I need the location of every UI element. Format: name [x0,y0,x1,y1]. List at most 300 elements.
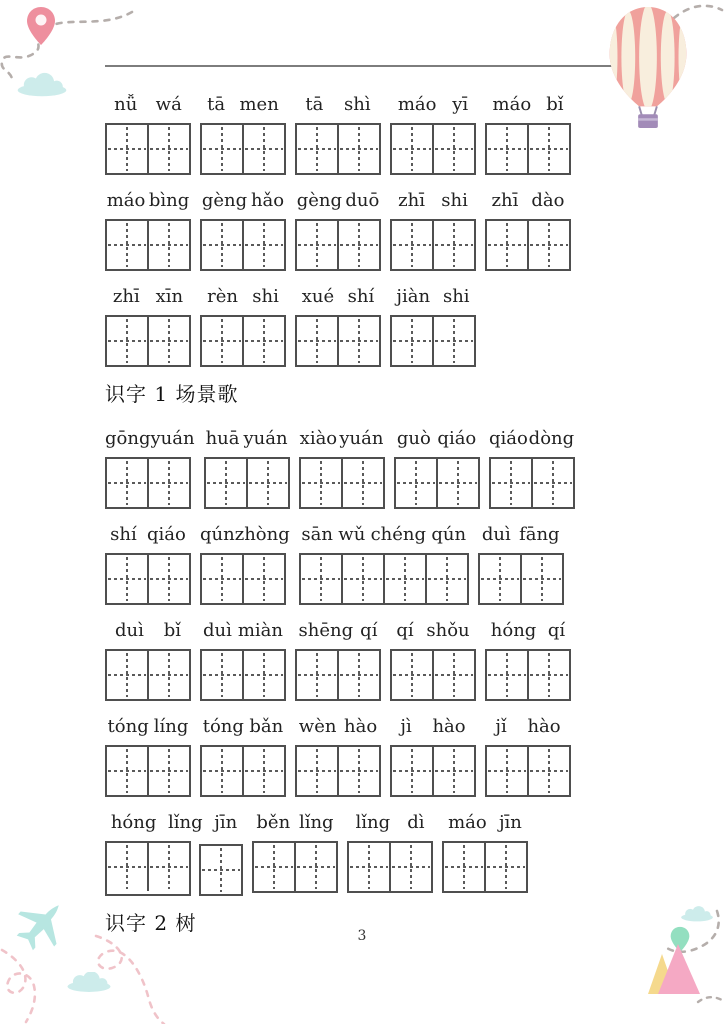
pinyin-syllable: xīn [155,286,184,307]
pinyin-syllable: xué [301,286,335,307]
writing-grid [390,219,476,271]
page-number: 3 [357,928,367,944]
writing-cell [297,651,337,699]
writing-cell [297,747,337,795]
writing-cell [147,747,189,795]
pinyin-syllable: dì [407,812,425,833]
writing-cell [206,459,246,507]
pinyin-label [485,715,571,739]
word-row [105,427,595,509]
pinyin-label [295,93,381,117]
word-group [299,427,385,509]
writing-grid [299,553,469,605]
word-group [485,93,571,175]
pinyin-syllable: yuán [339,428,384,449]
writing-cell [396,459,436,507]
writing-cell [202,651,242,699]
pinyin-syllable: máo [106,190,146,211]
writing-grid [105,649,191,701]
pinyin-syllable: chéng [370,524,427,545]
writing-cell [480,555,520,603]
pinyin-syllable: wèn [298,716,337,737]
word-group [295,93,381,175]
word-group [200,189,286,271]
writing-boxes [105,219,191,271]
writing-cell [337,221,379,269]
section-heading: 识字 2 树 [105,911,197,935]
word-group [200,285,286,367]
writing-boxes [204,457,290,509]
writing-boxes [295,219,381,271]
writing-cell [202,125,242,173]
word-row [105,523,595,605]
writing-boxes [485,745,571,797]
writing-cell [107,747,147,795]
mountain-triangles-icon [642,942,704,996]
writing-cell [301,555,341,603]
writing-boxes [485,649,571,701]
writing-grid [295,745,381,797]
pinyin-syllable: fāng [519,524,560,545]
pinyin-syllable: bǐ [163,620,182,641]
pinyin-label [390,619,476,643]
pinyin-syllable: qiáo [488,428,528,449]
map-pin-icon [26,6,56,46]
pinyin-syllable: jīn [214,812,238,833]
writing-cell [202,555,242,603]
word-group [485,715,571,797]
pinyin-label [390,715,476,739]
writing-grid [200,123,286,175]
writing-boxes [105,649,191,701]
word-group [105,93,191,175]
writing-cell [392,747,432,795]
writing-cell [297,317,337,365]
worksheet [105,93,595,956]
writing-boxes [295,745,381,797]
pinyin-syllable: líng [153,716,189,737]
writing-grid [204,457,290,509]
writing-boxes [390,315,476,367]
writing-cell [432,317,474,365]
writing-cell [107,459,147,507]
word-group [394,427,480,509]
pinyin-label [295,619,381,643]
pinyin-syllable: duì [202,620,232,641]
word-group [105,285,191,367]
writing-cell [242,317,284,365]
writing-cell [527,651,569,699]
writing-grid [199,844,243,896]
writing-grid [105,219,191,271]
pinyin-syllable: bǐ [546,94,564,115]
word-row [105,285,595,367]
pinyin-syllable: rèn [207,286,238,307]
writing-cell [147,317,189,365]
dashed-corner-icon [696,990,724,1006]
pinyin-syllable: gōng [105,428,151,449]
pinyin-syllable: guò [396,428,431,449]
pinyin-label [105,93,191,117]
writing-boxes [105,553,191,605]
pinyin-syllable: jiàn [396,286,431,307]
writing-cell [147,555,189,603]
writing-boxes [390,745,476,797]
writing-boxes [485,219,571,271]
writing-cell [147,459,189,507]
writing-grid [200,745,286,797]
writing-boxes [105,123,191,175]
pinyin-syllable: duō [345,190,380,211]
word-group [489,427,575,509]
word-group [485,619,571,701]
writing-cell [392,125,432,173]
writing-cell [527,221,569,269]
pinyin-syllable: qiáo [146,524,186,545]
pinyin-syllable: sān [301,524,333,545]
word-group [200,715,286,797]
writing-cell [242,125,284,173]
pinyin-syllable: tóng [107,716,149,737]
writing-grid [390,315,476,367]
pinyin-label [485,189,571,213]
writing-grid [200,219,286,271]
writing-cell [294,843,336,891]
writing-cell [147,125,189,173]
writing-boxes [394,457,480,509]
writing-cell [242,651,284,699]
pinyin-syllable: huā [205,428,240,449]
word-group [299,523,469,605]
word-group [478,523,564,605]
pinyin-syllable: yuán [243,428,288,449]
pinyin-label [105,619,191,643]
cloud-icon [16,72,68,98]
pinyin-label [299,427,385,451]
pinyin-syllable: bìng [148,190,190,211]
pinyin-label [200,285,286,309]
writing-grid [394,457,480,509]
writing-cell [201,846,241,894]
writing-grid [485,745,571,797]
word-group [390,285,476,367]
writing-grid [347,841,433,893]
pinyin-label [105,715,191,739]
pinyin-syllable: qí [547,620,566,641]
writing-cell [242,747,284,795]
writing-grid [105,123,191,175]
word-group [347,811,433,896]
writing-cell [484,843,526,891]
pinyin-label [485,93,571,117]
pinyin-syllable: qún [200,524,235,545]
word-group [390,619,476,701]
pinyin-label [105,523,191,547]
writing-grid [105,315,191,367]
writing-cell [297,221,337,269]
word-group [442,811,528,896]
pinyin-syllable: shì [344,94,371,115]
writing-grid [200,315,286,367]
writing-cell [531,459,573,507]
pinyin-syllable: dòng [528,428,575,449]
pinyin-label [204,427,290,451]
writing-grid [442,841,528,893]
pinyin-label [105,811,243,835]
writing-boxes [105,841,243,896]
pinyin-syllable: dào [531,190,565,211]
writing-grid [299,457,385,509]
writing-boxes [105,745,191,797]
writing-cell [436,459,478,507]
writing-grid [252,841,338,893]
pinyin-label [390,189,476,213]
pinyin-syllable: jǐ [495,716,507,737]
pinyin-syllable: wá [155,94,182,115]
pinyin-syllable: lǐng [298,812,334,833]
writing-grid [390,745,476,797]
pinyin-syllable: tā [207,94,226,115]
writing-boxes [295,123,381,175]
writing-cell [527,747,569,795]
writing-grid [105,745,191,797]
writing-boxes [299,553,469,605]
pinyin-syllable: hóng [490,620,537,641]
cloud-icon [66,972,112,992]
pinyin-syllable: nǚ [114,94,138,115]
writing-boxes [200,649,286,701]
paper-plane-icon [12,896,70,954]
word-group [105,811,243,896]
word-row [105,619,595,701]
pinyin-syllable: lǐng [355,812,391,833]
writing-cell [383,555,425,603]
header-rule [105,65,618,67]
pinyin-syllable: máo [492,94,532,115]
pinyin-label [295,189,381,213]
writing-boxes [390,649,476,701]
writing-boxes [390,123,476,175]
writing-cell [107,317,147,365]
pinyin-syllable: gèng [201,190,248,211]
writing-cell [432,651,474,699]
writing-grid [295,123,381,175]
writing-cell [491,459,531,507]
word-group [200,523,290,605]
writing-cell [337,125,379,173]
writing-grid [485,219,571,271]
writing-boxes [105,457,195,509]
writing-cell [487,221,527,269]
writing-grid [478,553,564,605]
pinyin-syllable: shǒu [426,620,470,641]
pinyin-syllable: shēng [298,620,354,641]
pinyin-syllable: qiáo [437,428,477,449]
pinyin-syllable: shi [441,190,468,211]
pinyin-syllable: shi [252,286,279,307]
word-group [390,93,476,175]
pinyin-syllable: yuán [150,428,195,449]
writing-cell [202,221,242,269]
pinyin-label [295,285,381,309]
writing-boxes [295,649,381,701]
writing-cell [107,221,147,269]
writing-boxes [299,457,385,509]
pinyin-syllable: duì [481,524,511,545]
writing-cell [425,555,467,603]
pinyin-label [390,93,476,117]
writing-boxes [200,315,286,367]
pinyin-syllable: shí [110,524,137,545]
pinyin-syllable: hào [344,716,378,737]
pinyin-syllable: gèng [296,190,342,211]
pinyin-syllable: qún [431,524,467,545]
pinyin-label [489,427,575,451]
word-group [105,715,191,797]
pinyin-label [478,523,564,547]
writing-cell [242,555,284,603]
pinyin-syllable: hóng [110,812,157,833]
writing-cell [392,221,432,269]
pinyin-label [105,285,191,309]
pinyin-syllable: shi [442,286,470,307]
word-row [105,811,595,896]
writing-cell [107,125,147,173]
word-group [204,427,290,509]
word-row [105,93,595,175]
writing-cell [202,747,242,795]
writing-cell [487,651,527,699]
pinyin-syllable: bǎn [249,716,284,737]
pinyin-syllable: shí [347,286,375,307]
word-group [485,189,571,271]
writing-cell [389,843,431,891]
writing-cell [297,125,337,173]
writing-cell [246,459,288,507]
writing-boxes [200,553,290,605]
writing-cell [487,125,527,173]
pinyin-label [200,189,286,213]
writing-cell [392,651,432,699]
word-row [105,715,595,797]
writing-boxes [200,123,286,175]
writing-cell [202,317,242,365]
pinyin-syllable: duì [114,620,144,641]
writing-grid [485,649,571,701]
pinyin-label [295,715,381,739]
pinyin-syllable: běn [256,812,291,833]
dashed-route-top-left-icon [0,0,134,104]
word-group [105,427,195,509]
writing-cell [147,221,189,269]
writing-cell [341,555,383,603]
writing-cell [527,125,569,173]
writing-boxes [485,123,571,175]
word-group [295,619,381,701]
pinyin-label [200,619,286,643]
writing-grid [390,649,476,701]
pinyin-syllable: wǔ [338,524,366,545]
pinyin-syllable: tā [305,94,324,115]
writing-boxes [489,457,575,509]
writing-cell [444,843,484,891]
writing-cell [349,843,389,891]
pinyin-label [347,811,433,835]
writing-grid [105,553,191,605]
pinyin-label [252,811,338,835]
writing-cell [301,459,341,507]
writing-grid [295,219,381,271]
pinyin-syllable: hǎo [250,190,285,211]
pinyin-syllable: zhī [112,286,140,307]
pinyin-label [105,427,195,451]
pinyin-label [299,523,469,547]
writing-grid [390,123,476,175]
pinyin-syllable: qí [396,620,414,641]
hot-air-balloon-icon [598,4,698,132]
writing-grid [295,315,381,367]
writing-grid [105,457,191,509]
pinyin-syllable: zhòng [234,524,290,545]
writing-grid [489,457,575,509]
pinyin-syllable: tóng [202,716,244,737]
writing-cell [337,747,379,795]
writing-boxes [200,745,286,797]
writing-boxes [478,553,564,605]
word-group [390,189,476,271]
section-heading: 识字 1 场景歌 [105,382,239,406]
pinyin-syllable: hào [432,716,466,737]
writing-boxes [295,315,381,367]
writing-boxes [347,841,433,893]
writing-boxes [105,315,191,367]
writing-cell [107,651,147,699]
writing-cell [432,221,474,269]
writing-cell [337,317,379,365]
writing-grid [105,841,191,896]
writing-cell [107,555,147,603]
cloud-icon [680,904,714,924]
pinyin-label [390,285,476,309]
writing-grid [200,649,286,701]
pinyin-syllable: jīn [498,812,522,833]
pinyin-syllable: yī [452,94,469,115]
word-group [295,285,381,367]
word-group [105,189,191,271]
word-group [200,619,286,701]
dashed-route-top-right-icon [672,0,724,22]
writing-boxes [200,219,286,271]
pinyin-syllable: hào [527,716,561,737]
writing-cell [432,125,474,173]
writing-boxes [442,841,528,893]
pinyin-label [485,619,571,643]
word-group [295,715,381,797]
writing-cell [487,747,527,795]
word-row [105,189,595,271]
pinyin-syllable: qí [360,620,378,641]
word-group [105,619,191,701]
word-group [105,523,191,605]
writing-cell [337,651,379,699]
pinyin-syllable: men [239,94,279,115]
pinyin-syllable: jì [400,716,412,737]
writing-cell [520,555,562,603]
pinyin-syllable: zhī [491,190,519,211]
pinyin-label [394,427,480,451]
writing-cell [147,843,189,891]
writing-grid [485,123,571,175]
